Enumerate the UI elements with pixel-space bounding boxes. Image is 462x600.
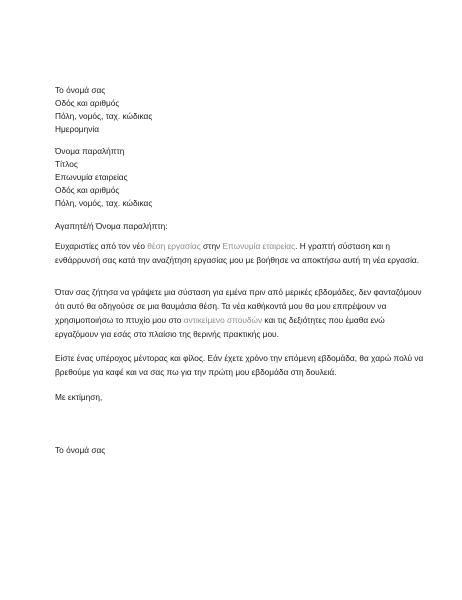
sender-name[interactable]: Το όνομά σας [55,85,106,95]
greeting-text: Αγαπητέ/ή Όνομα παραλήπτη: [55,221,168,231]
position-placeholder[interactable]: θέση εργασίας [147,241,201,251]
sender-street[interactable]: Οδός και αριθμός [55,98,120,108]
recipient-company[interactable]: Επωνυμία εταιρείας [55,172,128,182]
p1-text-1: Ευχαριστίες από τον νέο [55,241,148,251]
recipient-city[interactable]: Πόλη, νομός, ταχ. κώδικας [55,198,153,208]
recipient-title[interactable]: Τίτλος [55,159,78,169]
p2-text-2: και τις δεξιότητες που έμαθα ενώ εργαζόμουν για εσάς στο πλαίσιο της θερινής πρακτικής μου. [55,315,385,339]
letter-signature[interactable] [55,444,425,457]
p1-text-2: στην [200,241,223,251]
subject-placeholder[interactable]: αντικείμενο σπουδών [183,315,263,325]
recipient-street[interactable]: Οδός και αριθμός [55,185,120,195]
recipient-address-block [55,145,425,210]
letter-closing[interactable] [55,391,425,404]
company-placeholder[interactable]: Επωνυμία εταιρείας [222,241,296,251]
recipient-name[interactable]: Όνομα παραλήπτη [55,146,125,156]
body-paragraph-3[interactable] [55,351,425,379]
signature-name: Το όνομά σας [55,445,106,455]
sender-address-block [55,84,425,136]
sender-city[interactable]: Πόλη, νομός, ταχ. κώδικας [55,111,153,121]
letter-greeting[interactable] [55,220,425,233]
body-paragraph-1[interactable] [55,239,425,267]
letter-date[interactable]: Ημερομηνία [55,124,99,134]
p3-text: Είστε ένας υπέροχος μέντορας και φίλος. Εάν έχετε χρόνο την επόμενη εβδομάδα, θα χαρώ πολύ να βρεθούμε για καφέ και να σας πω για την πρώτη μου εβδομάδα στη δουλειά. [55,353,424,377]
p2-text-1: Όταν σας ζήτησα να γράψετε μια σύσταση για εμένα πριν από μερικές εβδομάδες, δεν φανταζόμουν ότι αυτό θα οδηγούσε σε μια θαυμάσια θέση. Τα νέα καθήκοντά μου θα μου επιτρέψουν να χρησιμοποιήσω το πτυχίο μου στο [55,287,422,325]
p1-text-3: . Η γραπτή σύσταση και η ενθάρρυνσή σας κατά την αναζήτηση εργασίας μου με βοήθησε να αποκτήσω αυτή τη νέα εργασία. [55,241,420,265]
closing-text: Με εκτίμηση, [55,392,103,402]
body-paragraph-2[interactable] [55,285,425,341]
